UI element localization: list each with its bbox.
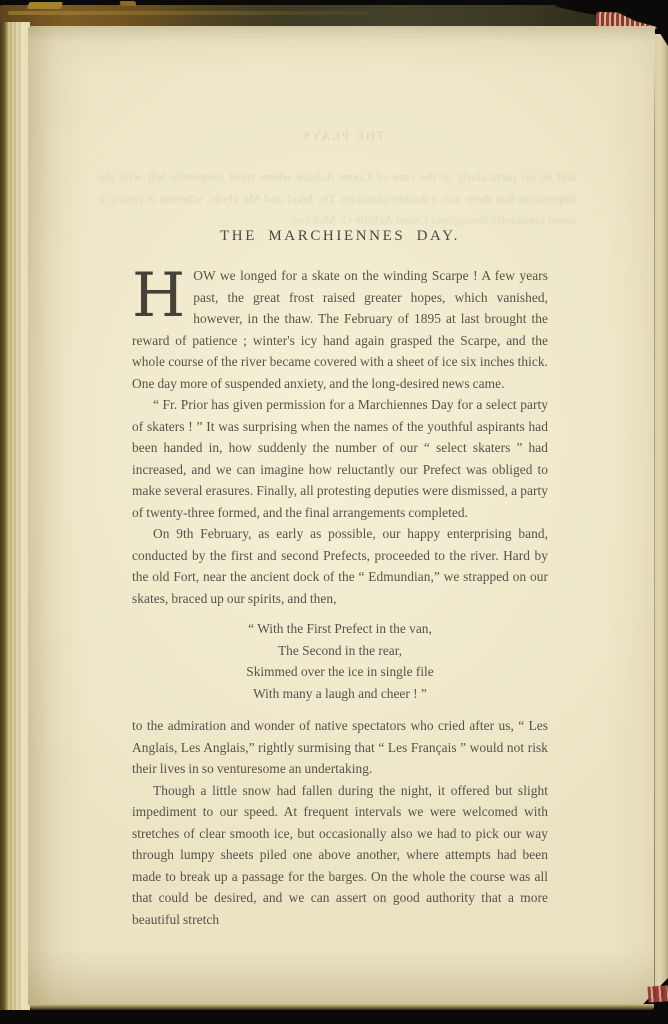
paragraph-opening (132, 260, 548, 394)
verse-line: Skimmed over the ice in single file (246, 664, 434, 679)
paragraph-text: OW we longed for a skate on the winding Scarpe ! A few years past, the great frost raised greater hopes, which vanished, however, in the thaw. The February of 1895 at last brought the reward of patience ; winter's icy hand again grasped the Scarpe, and the whole course of the river became covered with a sheet of ice six inches thick. One day more of suspended anxiety, and the long-desired news came. (132, 268, 548, 391)
headband-bottom-striped (647, 985, 668, 1002)
gilt-fleck (27, 2, 63, 9)
paragraph: “ Fr. Prior has given permission for a Marchiennes Day for a select party of skaters ! ” It was surprising when the names of the youthful aspirants had been handed in, how suddenly the number of our “ select skaters ” had increased, and we can imagine how reluctantly our Prefect was obliged to make several erasures. Finally, all protesting deputies were dismissed, a party of twenty-three formed, and the final arrangements completed. (132, 397, 548, 520)
verse-quotation (132, 618, 548, 704)
paragraph: to the admiration and wonder of native spectators who cried after us, “ Les Anglais, Les Anglais,” rightly surmising that “ Les Français ” would not risk their lives in so venturesome an undertaking. (132, 718, 548, 776)
text-column (132, 26, 548, 930)
verse-line: “ With the First Prefect in the van, (248, 621, 432, 636)
drop-cap-letter: H (132, 260, 186, 331)
verse-line: With many a laugh and cheer ! ” (253, 685, 427, 701)
showthrough-running-header: THE PLAYS. (295, 129, 385, 143)
book-cover-top-edge (0, 5, 648, 28)
paragraph: On 9th February, as early as possible, our happy enterprising band, conducted by the first and second Prefects, proceeded to the river. Hard by the old Fort, near the ancient dock of the “ Edmundian,” we strapped on our skates, braced up our spirits, and then, (132, 526, 548, 606)
gilt-fleck (119, 1, 136, 6)
chapter-title: THE MARCHIENNES DAY. (220, 228, 460, 244)
page-bottom-edge (30, 1004, 654, 1010)
showthrough-text: and so on particularly in the case of Count Achille where most frequently left with the impression that there was a double character, Dr. Jekyl and Mr. Hyde, whereas in reality it stood constantly throughout Count Achille G. McEvoy (98, 169, 576, 227)
paragraph: Though a little snow had fallen during the night, it offered but slight impediment to our speed. At frequent intervals we were welcomed with stretches of clear smooth ice, but occasionally also we had to pick our way through lumpy sheets piled one above another, where attempts had been made to break up a passage for the barges. On the whole the course was all that could be desired, and we can assert on good authority that a more beautiful stretch (132, 782, 548, 927)
adjacent-page-edge (655, 34, 668, 996)
page-stack-edges (0, 22, 30, 1010)
book-page (28, 26, 655, 1006)
leather-highlight (8, 11, 368, 15)
page-crease (654, 60, 655, 1000)
verse-line: The Second in the rear, (277, 642, 403, 658)
